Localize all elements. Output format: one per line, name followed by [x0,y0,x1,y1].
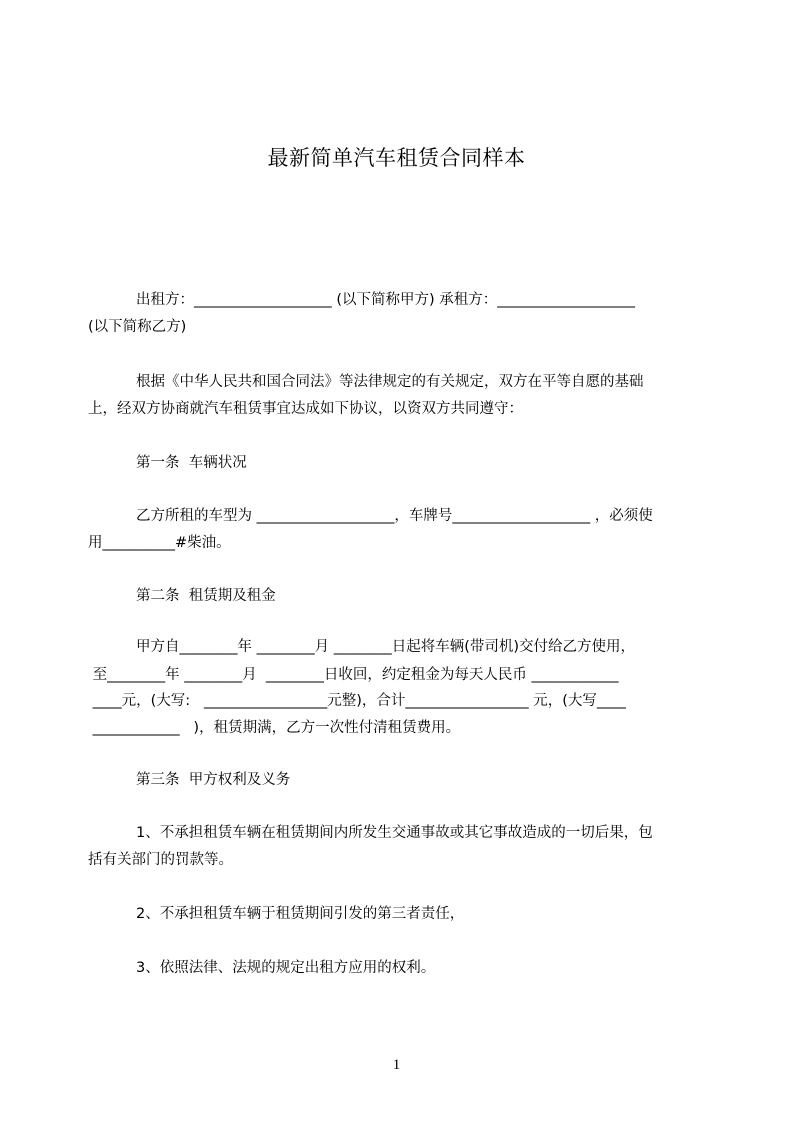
vehicle-line-2: 用__________#柴油。 [88,535,231,551]
page-number: 1 [392,1057,401,1073]
preamble-line-2: 上，经双方协商就汽车租赁事宜达成如下协议，以资双方共同遵守： [88,401,523,417]
article-3-heading: 第三条 甲方权利及义务 [136,772,291,788]
rights-item-3: 3、依照法律、法规的规定出租方应用的权利。 [136,960,436,976]
article-2-heading: 第二条 租赁期及租金 [136,588,276,604]
lease-line-2: 至________年 ________月 ________日收回，约定租金为每天人民币 ____________ [88,667,619,683]
document-title: 最新简单汽车租赁合同样本 [267,146,526,170]
party-b-line: (以下简称乙方) [88,319,187,335]
rights-item-1-line-2: 括有关部门的罚款等。 [88,852,233,868]
lease-line-3: ____元，(大写: _________________元整)，合计_________________ 元，(大写____ [88,693,626,709]
vehicle-line-1: 乙方所租的车型为 ___________________，车牌号___________________ ，必须使 [136,508,653,524]
preamble-line-1: 根据《中华人民共和国合同法》等法律规定的有关规定，双方在平等自愿的基础 [136,374,644,390]
lease-line-4: ____________ )，租赁期满，乙方一次性付清租赁费用。 [88,720,461,736]
party-a-line: 出租方：___________________ (以下简称甲方) 承租方：___________________ [136,292,636,308]
rights-item-2: 2、不承担租赁车辆于租赁期间引发的第三者责任， [136,906,465,922]
article-1-heading: 第一条 车辆状况 [136,455,247,471]
lease-line-1: 甲方自________年 ________月 ________日起将车辆(带司机)交付给乙方使用， [136,639,636,655]
rights-item-1-line-1: 1、不承担租赁车辆在租赁期间内所发生交通事故或其它事故造成的一切后果，包 [136,825,653,841]
